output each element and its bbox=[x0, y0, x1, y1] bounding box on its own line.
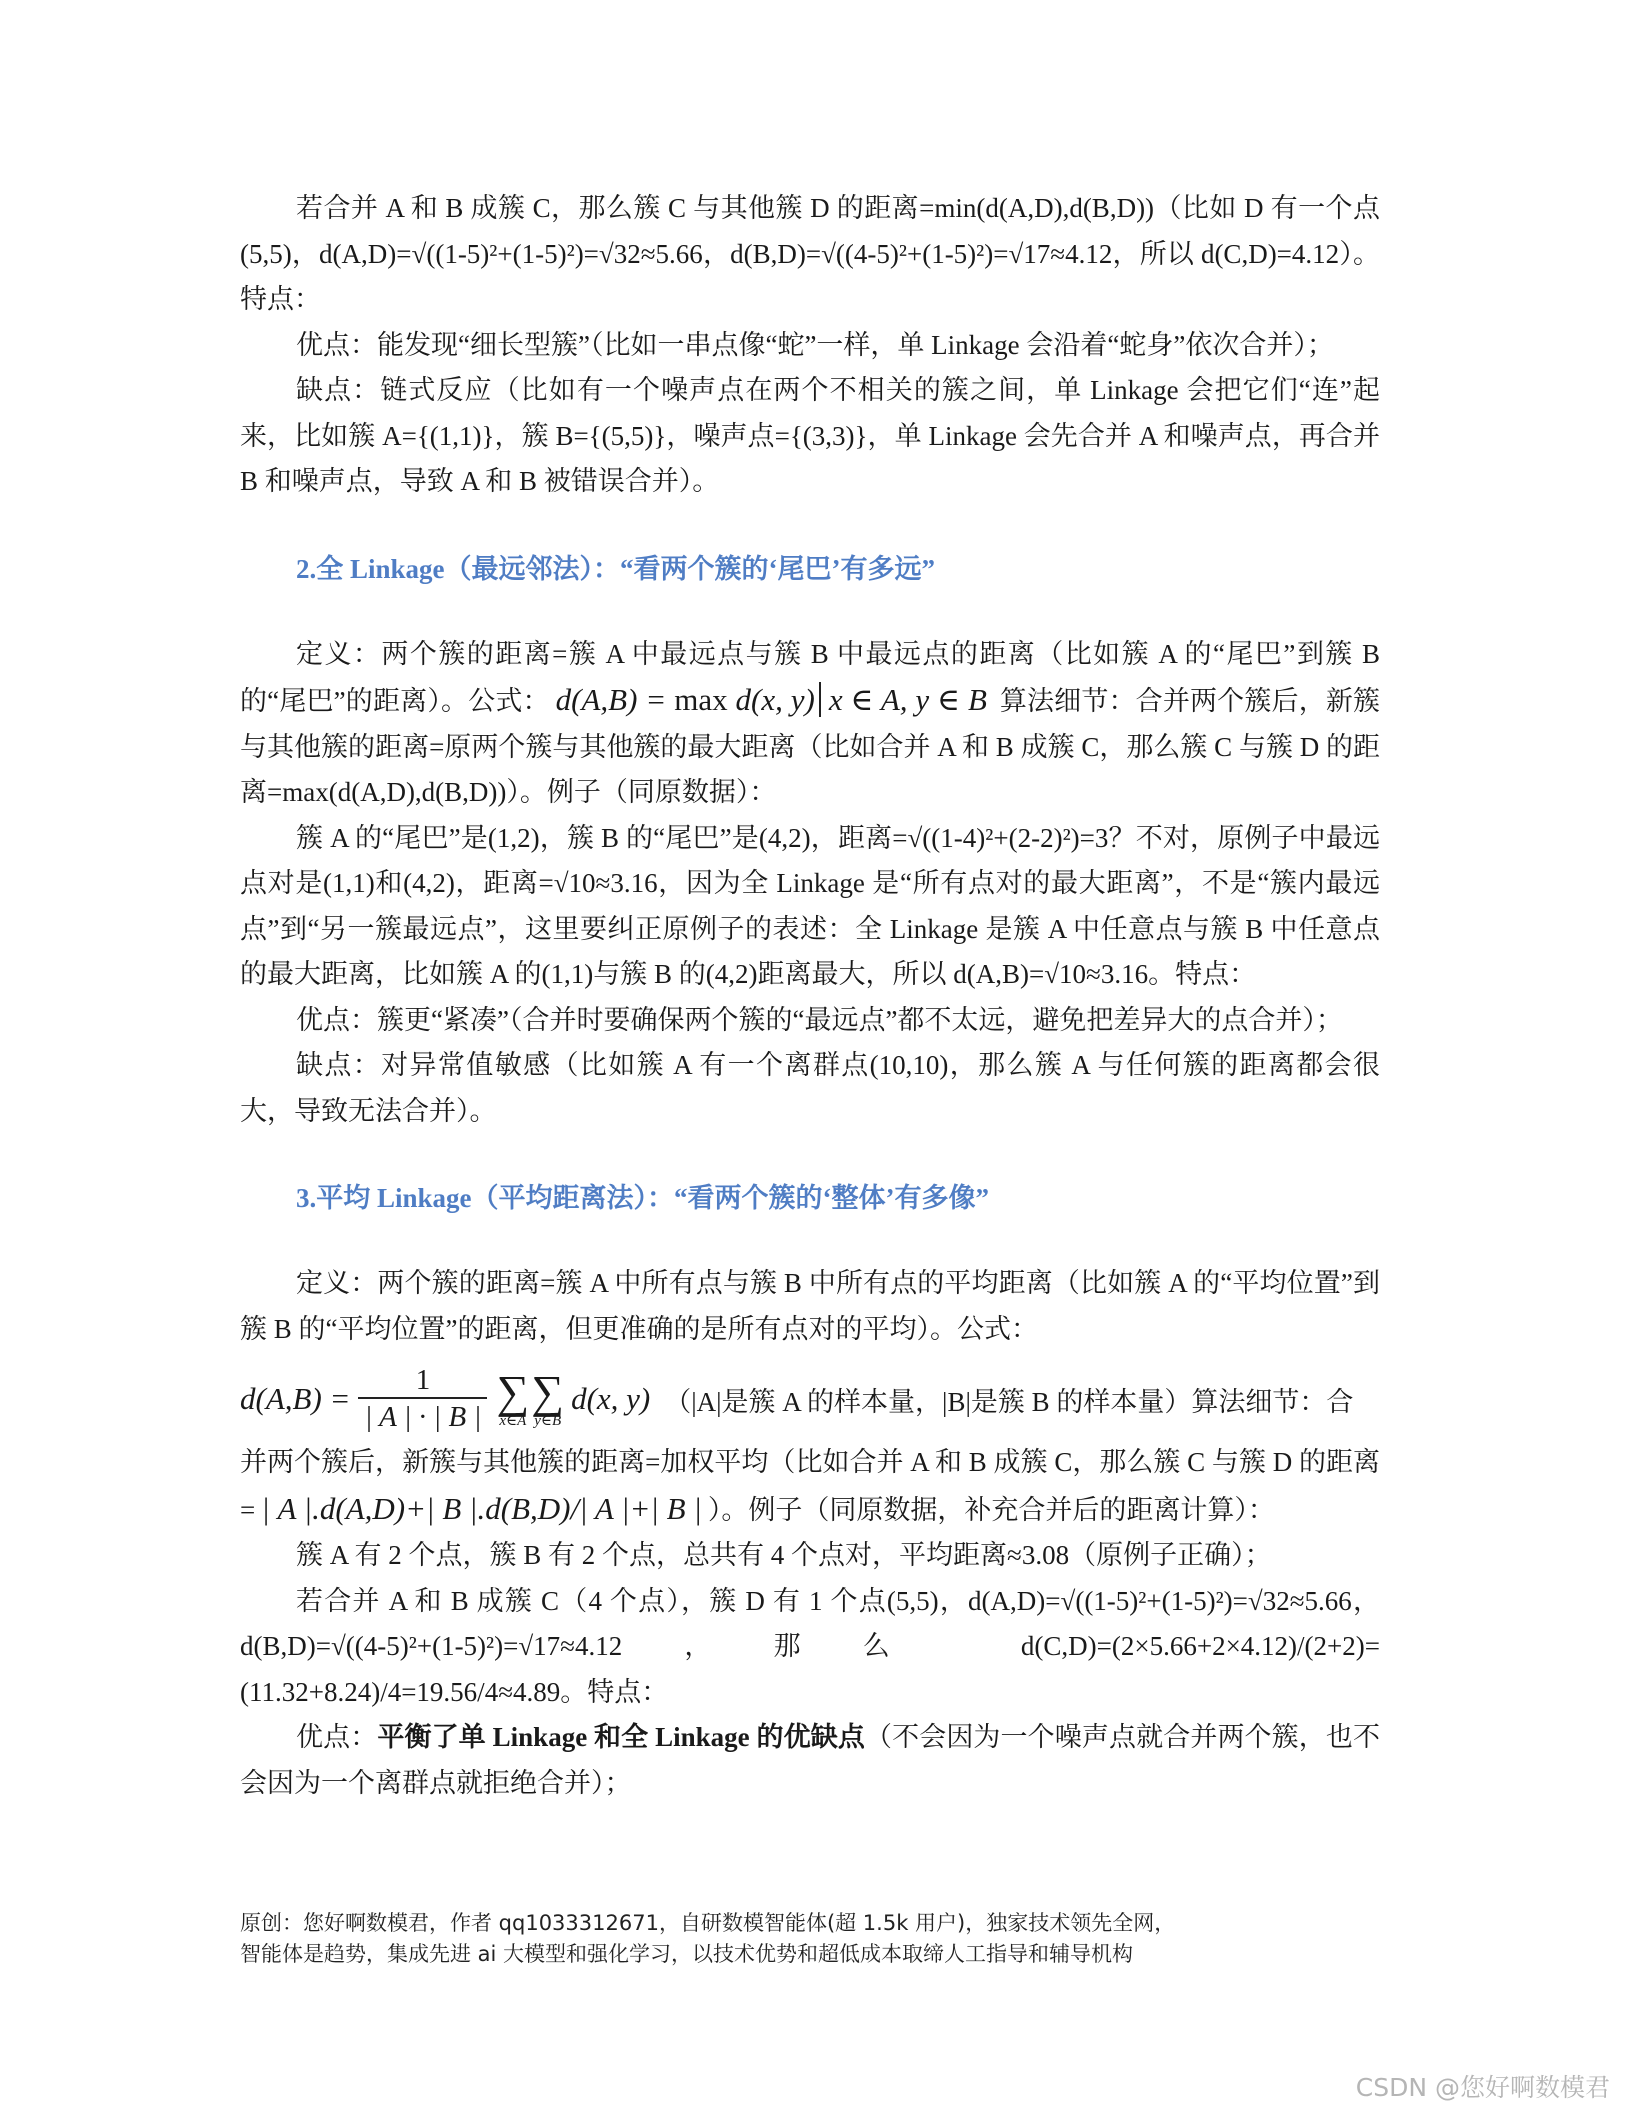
author-footer bbox=[240, 1908, 1380, 1970]
average-linkage-example-1: 簇 A 有 2 个点，簇 B 有 2 个点，总共有 4 个点对，平均距离≈3.08（原例子正确）； bbox=[296, 1540, 1272, 1570]
footer-line-2: 智能体是趋势，集成先进 ai 大模型和强化学习，以技术优势和超低成本取缔人工指导和辅导机构 bbox=[240, 1942, 1134, 1966]
complete-linkage-formula: d(A,B) = max d(x, y) x ∈ A, y ∈ B bbox=[555, 682, 987, 717]
average-linkage-example-2: 若合并 A 和 B 成簇 C（4 个点），簇 D 有 1 个点(5,5)，d(A,D)=√((1-5)²+(1-5)²)=√32≈5.66，d(B,D)=√((4-5)²+(1-5)²)=√17≈4.12，那么 d(C,D)=(2×5.66+2×4.12)/(2+2)=(11.32+8.24)/4=19.56/4≈4.89。特点： bbox=[240, 1585, 1380, 1707]
average-linkage-formula-row bbox=[240, 1358, 1380, 1440]
complete-linkage-algorithm-text: 算法细节：合并两个簇后，新簇与其他簇的距离=原两个簇与其他簇的最大距离（比如合并 A 和 B 成簇 C，那么簇 C 与簇 D 的距离=max(d(A,D),d(B,D))）。例子（同原数据）： bbox=[240, 686, 1381, 807]
complete-linkage-pros: 优点：簇更“紧凑”（合并时要确保两个簇的“最远点”都不太远，避免把差异大的点合并）； bbox=[296, 1004, 1343, 1035]
document-body bbox=[240, 186, 1380, 1806]
complete-linkage-cons: 缺点：对异常值敏感（比如簇 A 有一个离群点(10,10)，那么簇 A 与任何簇的距离都会很大，导致无法合并）。 bbox=[240, 1050, 1380, 1126]
footer-line-1: 原创：您好啊数模君，作者 qq1033312671，自研数模智能体(超 1.5k 用户)，独家技术领先全网， bbox=[240, 1911, 1176, 1935]
average-linkage-detail: 并两个簇后，新簇与其他簇的距离=加权平均（比如合并 A 和 B 成簇 C，那么簇 C 与簇 D 的距离= | A |.d(A,D)+| B |.d(B,D)/| A |+| B | ）。例子（同原数据，补充合并后的距离计算）： bbox=[240, 1447, 1380, 1526]
average-linkage-definition: 定义：两个簇的距离=簇 A 中所有点与簇 B 中所有点的平均距离（比如簇 A 的“平均位置”到簇 B 的“平均位置”的距离，但更准确的是所有点对的平均）。公式： bbox=[240, 1268, 1380, 1344]
csdn-watermark: CSDN @您好啊数模君 bbox=[1355, 2073, 1610, 2102]
average-linkage-formula-note: （|A|是簇 A 的样本量，|B|是簇 B 的样本量）算法细节：合 bbox=[664, 1386, 1354, 1417]
single-linkage-pros: 优点：能发现“细长型簇”（比如一串点像“蛇”一样，单 Linkage 会沿着“蛇身”依次合并）； bbox=[296, 329, 1334, 360]
complete-linkage-def-text: 定义：两个簇的距离=簇 A 中最远点与簇 B 中最远点的距离（比如簇 A 的“尾巴”到簇 B 的“尾巴”的距离）。公式： bbox=[240, 638, 1380, 716]
weighted-average-formula: | A |.d(A,D)+| B |.d(B,D)/| A |+| B | bbox=[261, 1490, 702, 1526]
single-linkage-merge-example: 若合并 A 和 B 成簇 C，那么簇 C 与其他簇 D 的距离=min(d(A,D),d(B,D))（比如 D 有一个点(5,5)，d(A,D)=√((1-5)²+(1-5)²)=√32≈5.66，d(B,D)=√((4-5)²+(1-5)²)=√17≈4.12，所以 d(C,D)=4.12）。特点： bbox=[240, 193, 1380, 314]
average-linkage-formula: d(A,B) = $\frac{1}{| A | \cdot | B |}$ ∑ x∈A ∑ y∈B d(x, y) bbox=[240, 1364, 651, 1433]
complete-linkage-definition bbox=[240, 632, 1380, 816]
formula-fraction: $\frac{1}{| A | \cdot | B |}$ bbox=[358, 1363, 487, 1435]
sum-over-b: ∑ y∈B bbox=[531, 1366, 565, 1429]
average-linkage-pros: 优点：平衡了单 Linkage 和全 Linkage 的优缺点（不会因为一个噪声点就合并两个簇，也不会因为一个离群点就拒绝合并）； bbox=[240, 1722, 1381, 1798]
sum-over-a: ∑ x∈A bbox=[496, 1366, 530, 1429]
complete-linkage-heading: 2.全 Linkage（最远邻法）：“看两个簇的‘尾巴’有多远” bbox=[296, 553, 936, 584]
average-linkage-heading: 3.平均 Linkage（平均距离法）：“看两个簇的‘整体’有多像” bbox=[296, 1183, 990, 1213]
single-linkage-cons: 缺点：链式反应（比如有一个噪声点在两个不相关的簇之间，单 Linkage 会把它们“连”起来，比如簇 A={(1,1)}，簇 B={(5,5)}，噪声点={(3,3)}，单 Linkage 会先合并 A 和噪声点，再合并 B 和噪声点，导致 A 和 B 被错误合并）。 bbox=[240, 375, 1380, 496]
complete-linkage-example: 簇 A 的“尾巴”是(1,2)，簇 B 的“尾巴”是(4,2)，距离=√((1-4)²+(2-2)²)=3？不对，原例子中最远点对是(1,1)和(4,2)，距离=√10≈3.16，因为全 Linkage 是“所有点对的最大距离”，不是“簇内最远点”到“另一簇最远点”，这里要纠正原例子的表述：全 Linkage 是簇 A 中任意点与簇 B 中任意点的最大距离，比如簇 A 的(1,1)与簇 B 的(4,2)距离最大，所以 d(A,B)=√10≈3.16。特点： bbox=[240, 822, 1380, 989]
